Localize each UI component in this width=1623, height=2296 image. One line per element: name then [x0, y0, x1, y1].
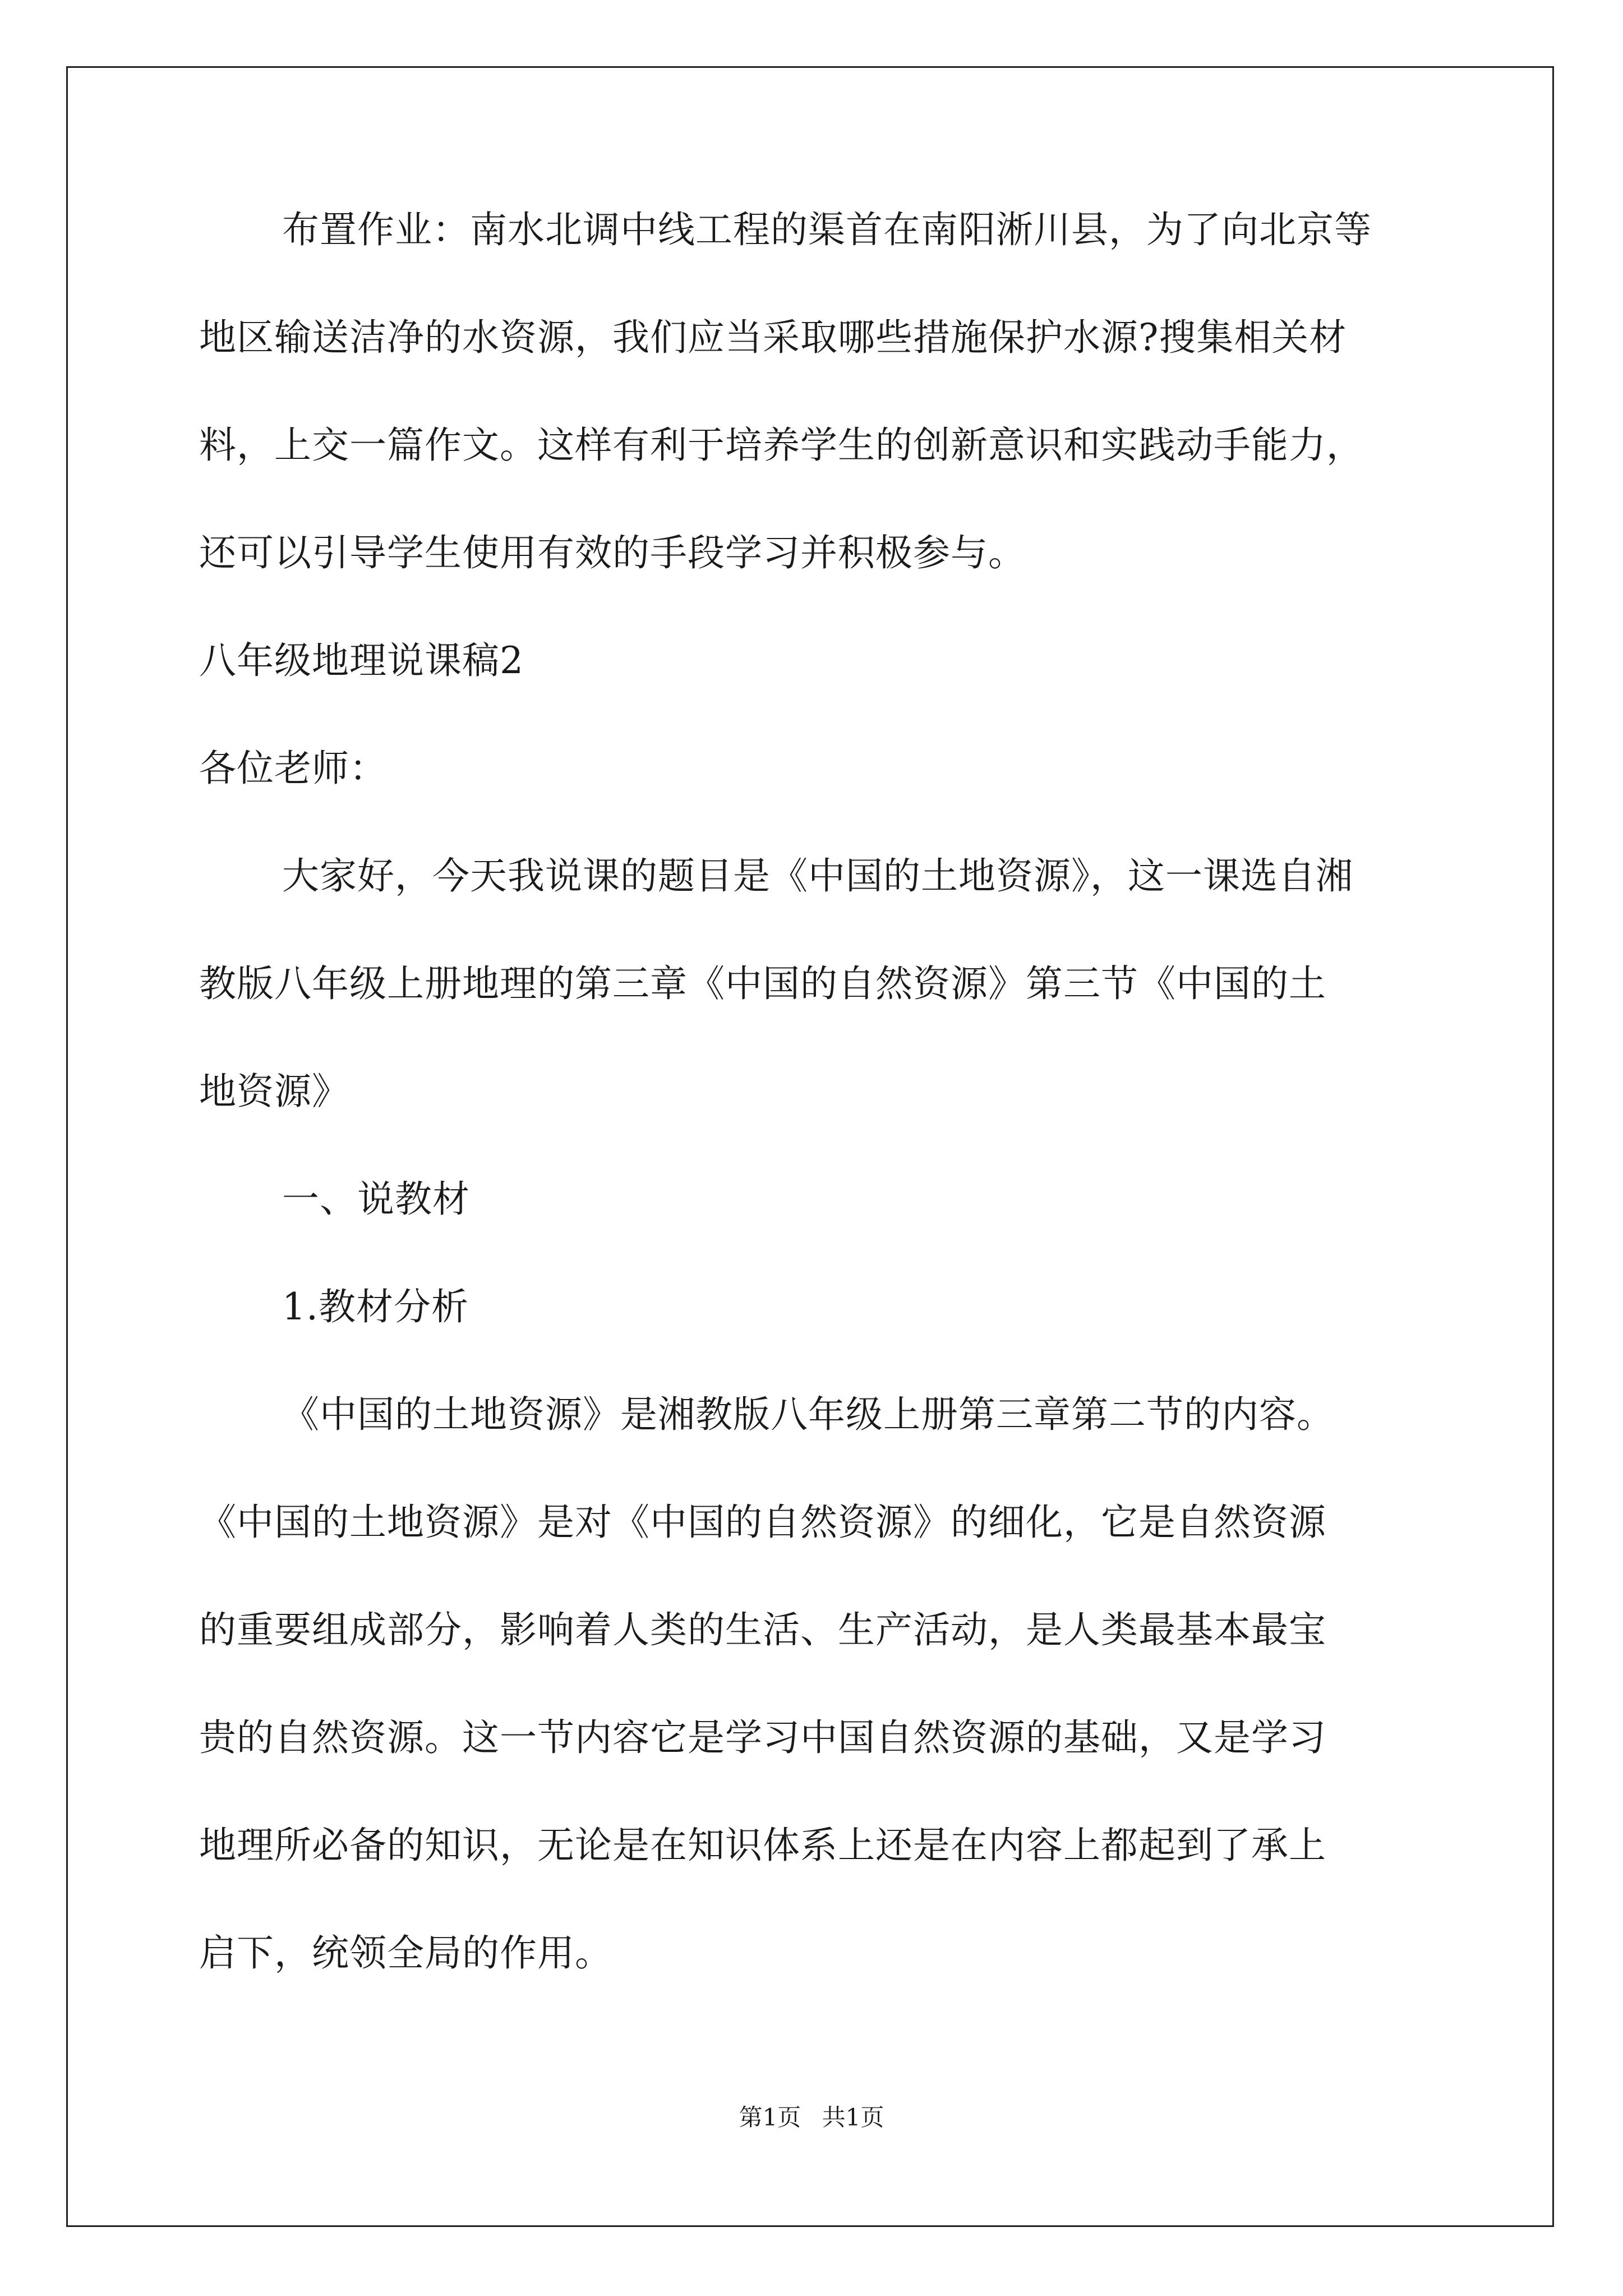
page-number-current: 第1页: [739, 2104, 801, 2131]
salutation: 各位老师：: [199, 747, 387, 790]
document-body: [199, 202, 1438, 1981]
paragraph-homework-line-2: 地区输送洁净的水资源，我们应当采取哪些措施保护水源?搜集相关材: [199, 316, 1347, 359]
subheading-textbook-analysis: 1.教材分析: [282, 1285, 469, 1328]
paragraph-intro-line-3: 地资源》: [199, 1070, 349, 1113]
paragraph-analysis-line-2: 《中国的土地资源》是对《中国的自然资源》的细化，它是自然资源: [199, 1501, 1326, 1544]
paragraph-analysis-line-5: 地理所必备的知识，无论是在知识体系上还是在内容上都起到了承上: [199, 1824, 1326, 1867]
heading-textbook: 一、说教材: [282, 1177, 470, 1221]
paragraph-intro-line-2: 教版八年级上册地理的第三章《中国的自然资源》第三节《中国的土: [199, 962, 1326, 1005]
paragraph-homework-line-3: 料，上交一篇作文。这样有利于培养学生的创新意识和实践动手能力，: [199, 424, 1364, 467]
page-number-total: 共1页: [822, 2104, 884, 2131]
paragraph-analysis-line-6: 启下，统领全局的作用。: [199, 1931, 612, 1975]
paragraph-intro-line-1: 大家好，今天我说课的题目是《中国的土地资源》，这一课选自湘: [282, 854, 1353, 898]
section-title: 八年级地理说课稿2: [199, 639, 524, 682]
paragraph-analysis-line-3: 的重要组成部分，影响着人类的生活、生产活动，是人类最基本最宝: [199, 1608, 1326, 1651]
paragraph-homework-line-1: 布置作业：南水北调中线工程的渠首在南阳淅川县，为了向北京等: [282, 208, 1372, 251]
paragraph-homework-line-4: 还可以引导学生使用有效的手段学习并积极参与。: [199, 531, 1026, 574]
paragraph-analysis-line-4: 贵的自然资源。这一节内容它是学习中国自然资源的基础，又是学习: [199, 1716, 1326, 1759]
paragraph-analysis-line-1: 《中国的土地资源》是湘教版八年级上册第三章第二节的内容。: [282, 1393, 1334, 1436]
page-footer: [0, 2101, 1623, 2134]
